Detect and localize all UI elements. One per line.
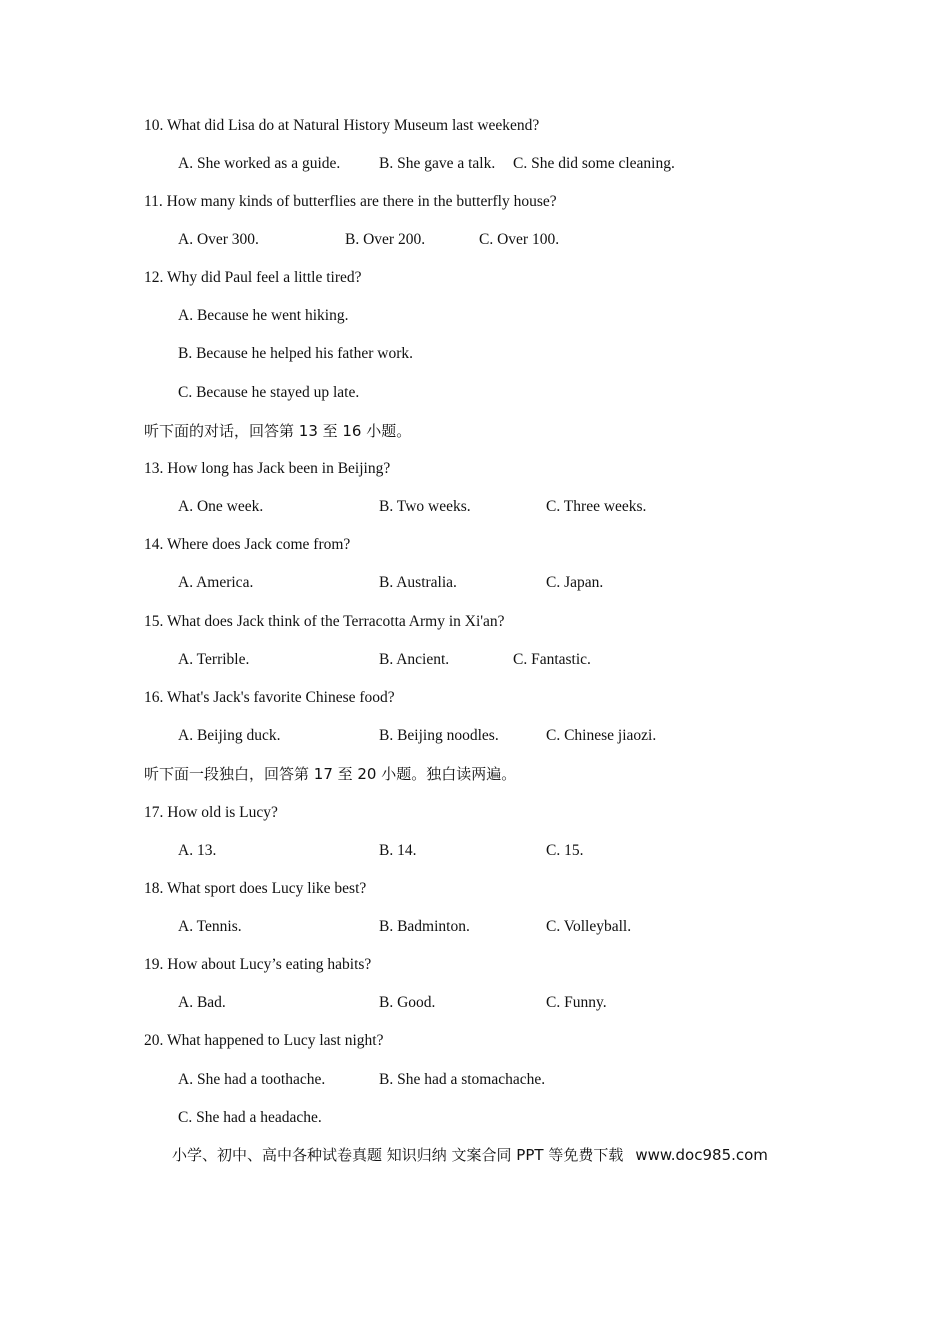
page-footer [172,1145,768,1165]
option-a: A. 13. [178,842,217,859]
option-c: C. Volleyball. [546,918,632,935]
option-b: B. Two weeks. [379,498,471,515]
option-c: C. Because he stayed up late. [178,384,360,401]
option-b: B. Australia. [379,574,457,591]
option-a: A. Terrible. [178,651,250,668]
option-b: B. Because he helped his father work. [178,345,414,362]
question-15: 15. What does Jack think of the Terracotta Army in Xi'an? [144,613,505,630]
option-c: C. Japan. [546,574,604,591]
option-b: B. She gave a talk. [379,155,496,172]
option-c: C. She did some cleaning. [513,155,675,172]
question-20: 20. What happened to Lucy last night? [144,1032,384,1049]
option-c: C. She had a headache. [178,1109,322,1126]
option-a: A. Because he went hiking. [178,307,349,324]
option-b: B. Over 200. [345,231,426,248]
option-b: B. Badminton. [379,918,470,935]
option-b: B. Good. [379,994,436,1011]
option-a: A. One week. [178,498,264,515]
option-a: A. She worked as a guide. [178,155,341,172]
question-12: 12. Why did Paul feel a little tired? [144,269,362,286]
section-instruction-13-16: 听下面的对话，回答第 13 至 16 小题。 [144,422,412,440]
option-c: C. Over 100. [479,231,560,248]
footer-text: 小学、初中、高中各种试卷真题 知识归纳 文案合同 PPT 等免费下载 [172,1146,624,1164]
option-a: A. Tennis. [178,918,242,935]
option-b: B. 14. [379,842,417,859]
question-17: 17. How old is Lucy? [144,804,278,821]
question-10: 10. What did Lisa do at Natural History Museum last weekend? [144,117,540,134]
option-a: A. Bad. [178,994,226,1011]
question-13: 13. How long has Jack been in Beijing? [144,460,391,477]
section-instruction-17-20: 听下面一段独白，回答第 17 至 20 小题。独白读两遍。 [144,765,517,783]
question-14: 14. Where does Jack come from? [144,536,351,553]
option-c: C. 15. [546,842,584,859]
option-c: C. Funny. [546,994,607,1011]
option-a: A. Beijing duck. [178,727,281,744]
option-c: C. Chinese jiaozi. [546,727,657,744]
option-c: C. Three weeks. [546,498,647,515]
option-a: A. Over 300. [178,231,259,248]
option-c: C. Fantastic. [513,651,591,668]
question-11: 11. How many kinds of butterflies are there in the butterfly house? [144,193,557,210]
option-b: B. She had a stomachache. [379,1071,546,1088]
option-b: B. Beijing noodles. [379,727,499,744]
option-a: A. America. [178,574,254,591]
question-18: 18. What sport does Lucy like best? [144,880,367,897]
option-a: A. She had a toothache. [178,1071,326,1088]
option-b: B. Ancient. [379,651,450,668]
question-16: 16. What's Jack's favorite Chinese food? [144,689,395,706]
footer-url[interactable]: www.doc985.com [635,1146,768,1164]
question-19: 19. How about Lucy’s eating habits? [144,956,372,973]
